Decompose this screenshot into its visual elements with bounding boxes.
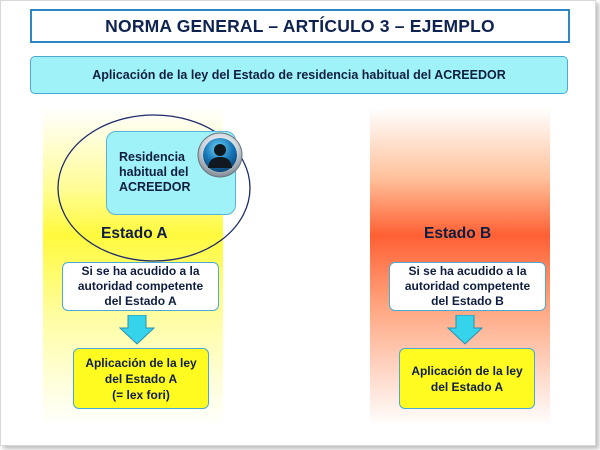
state-b-condition-box [389,262,546,311]
residence-line: habitual del [119,165,189,179]
state-a-label: Estado A [101,225,168,242]
result-line: Aplicación de la ley [411,363,523,378]
state-b-down-arrow [447,315,483,345]
condition-line: autoridad competente [404,279,531,293]
rule-banner: Aplicación de la ley del Estado de residencia habitual del ACREEDOR [30,56,568,94]
slide-title: NORMA GENERAL – ARTÍCULO 3 – EJEMPLO [30,9,570,43]
state-a-result-box [73,348,209,409]
result-line: (= lex fori) [112,387,170,402]
result-line: del Estado A [430,379,504,394]
result-line: del Estado A [104,371,178,386]
condition-line: autoridad competente [77,279,204,293]
condition-line: del Estado A [104,294,177,308]
condition-line: del Estado B [431,294,504,308]
person-icon [197,132,243,178]
residence-line: Residencia [119,150,186,164]
state-a-down-arrow [119,315,155,345]
result-line: Aplicación de la ley [85,355,197,370]
state-a-condition-box [62,262,219,311]
residence-line: ACREEDOR [119,180,191,194]
condition-line: Si se ha acudido a la [408,264,527,278]
state-b-label: Estado B [424,225,492,242]
condition-line: Si se ha acudido a la [81,264,200,278]
state-b-result-box [399,348,535,409]
